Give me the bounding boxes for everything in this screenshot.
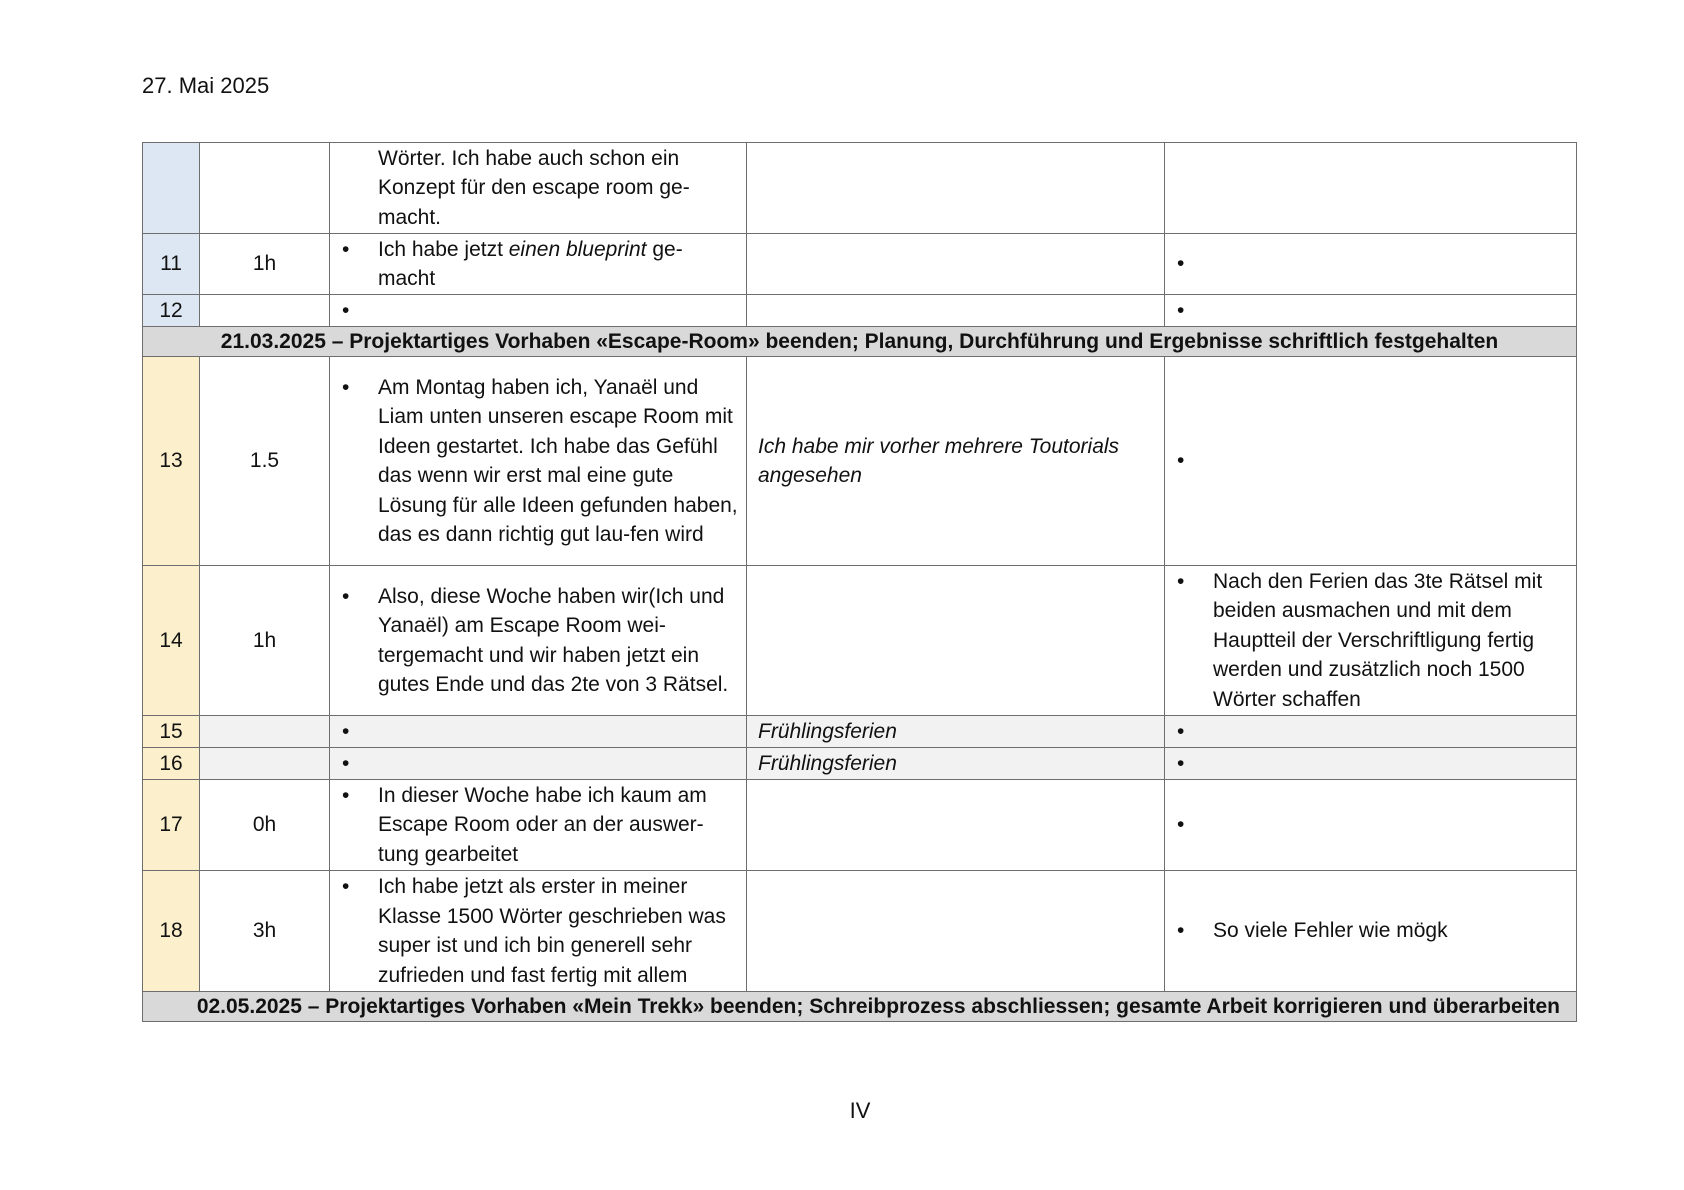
entry-cell [330, 295, 747, 327]
entry-text: Ich habe jetzt als erster in meiner Klasse 1500 Wörter geschrieben was super ist und ich bin generell sehr zufrieden und fast fertig mit allem [378, 875, 726, 987]
hours-cell: 3h [200, 871, 330, 992]
entry-text: Am Montag haben ich, Yanaël und Liam unten unseren escape Room mit Ideen gestartet. Ich habe das Gefühl das wenn wir erst mal eine gute Lösung für alle Ideen gefunden haben, das es dann richtig gut lau-fen wird [378, 375, 738, 546]
bullet-icon: • [1177, 919, 1185, 943]
note-cell: Ich habe mir vorher mehrere Toutorials angesehen [747, 357, 1165, 566]
table-row [143, 295, 1577, 327]
hours-cell [200, 143, 330, 234]
next-steps-text: Nach den Ferien das 3te Rätsel mit beiden ausmachen und mit dem Hauptteil der Verschriftligung fertig werden und zusätzlich noch 1500 Wörter schaffen [1213, 569, 1543, 711]
entry-text: Ich habe jetzt einen blueprint ge-macht [378, 237, 683, 290]
bullet-icon: • [342, 375, 350, 399]
note-cell [747, 295, 1165, 327]
hours-cell: 1h [200, 566, 330, 716]
table-row [143, 234, 1577, 295]
table-row [143, 143, 1577, 234]
bullet-icon: • [342, 237, 350, 261]
table-row [143, 357, 1577, 566]
bullet-icon: • [342, 298, 350, 322]
week-cell: 16 [143, 748, 200, 780]
table-row [143, 566, 1577, 716]
table-row [143, 871, 1577, 992]
note-cell: Frühlingsferien [747, 716, 1165, 748]
bullet-icon: • [1177, 449, 1185, 473]
next-steps-cell [1165, 871, 1577, 992]
milestone-text: 21.03.2025 – Projektartiges Vorhaben «Escape-Room» beenden; Planung, Durchführung und Ergebnisse schriftlich festgehalten [143, 327, 1577, 357]
next-steps-cell [1165, 357, 1577, 566]
note-cell: Frühlingsferien [747, 748, 1165, 780]
week-cell: 13 [143, 357, 200, 566]
bullet-icon: • [342, 875, 350, 898]
bullet-icon: • [342, 584, 350, 608]
week-cell: 15 [143, 716, 200, 748]
entry-emphasis: einen blueprint [508, 237, 647, 261]
week-cell [143, 143, 200, 234]
milestone-row [143, 327, 1577, 357]
next-steps-cell [1165, 234, 1577, 295]
hours-cell [200, 716, 330, 748]
next-steps-cell [1165, 716, 1577, 748]
entry-cell [330, 780, 747, 871]
entry-cell [330, 357, 747, 566]
next-steps-cell [1165, 780, 1577, 871]
bullet-icon: • [342, 783, 350, 807]
entry-text: In dieser Woche habe ich kaum am Escape Room oder an der auswer-tung gearbeitet [378, 783, 707, 866]
week-cell: 18 [143, 871, 200, 992]
entry-cell [330, 748, 747, 780]
week-cell: 17 [143, 780, 200, 871]
next-steps-cell [1165, 295, 1577, 327]
entry-text: Wörter. Ich habe auch schon ein Konzept für den escape room ge-macht. [378, 146, 690, 229]
week-cell: 11 [143, 234, 200, 295]
note-cell [747, 780, 1165, 871]
note-cell [747, 143, 1165, 234]
hours-cell: 1.5 [200, 357, 330, 566]
hours-cell: 1h [200, 234, 330, 295]
entry-cell [330, 716, 747, 748]
entry-cell [330, 871, 747, 992]
next-steps-cell [1165, 748, 1577, 780]
week-cell: 12 [143, 295, 200, 327]
bullet-icon: • [1177, 719, 1185, 743]
entry-cell [330, 143, 747, 234]
note-cell [747, 871, 1165, 992]
bullet-icon: • [342, 751, 350, 775]
bullet-icon: • [342, 719, 350, 743]
entry-cell [330, 234, 747, 295]
table-row [143, 716, 1577, 748]
bullet-icon: • [1177, 252, 1185, 276]
hours-cell: 0h [200, 780, 330, 871]
bullet-icon: • [1177, 813, 1185, 837]
next-steps-text: So viele Fehler wie mögk [1213, 919, 1448, 943]
milestone-text: 02.05.2025 – Projektartiges Vorhaben «Mein Trekk» beenden; Schreibprozess abschliessen; gesamte Arbeit korrigieren und überarbeiten [143, 992, 1577, 1022]
hours-cell [200, 295, 330, 327]
table-row [143, 748, 1577, 780]
note-cell [747, 566, 1165, 716]
page-number: IV [849, 1098, 871, 1123]
table-row [143, 780, 1577, 871]
header-date: 27. Mai 2025 [142, 73, 270, 98]
week-cell: 14 [143, 566, 200, 716]
entry-text: Also, diese Woche haben wir(Ich und Yanaël) am Escape Room wei-tergemacht und wir haben jetzt ein gutes Ende und das 2te von 3 Rätsel. [378, 584, 729, 696]
bullet-icon: • [1177, 569, 1185, 593]
milestone-row [143, 992, 1577, 1022]
hours-cell [200, 748, 330, 780]
entry-cell [330, 566, 747, 716]
bullet-icon: • [1177, 298, 1185, 322]
bullet-icon: • [1177, 751, 1185, 775]
work-journal-table [142, 142, 1577, 1022]
note-cell [747, 234, 1165, 295]
next-steps-cell [1165, 566, 1577, 716]
next-steps-cell [1165, 143, 1577, 234]
